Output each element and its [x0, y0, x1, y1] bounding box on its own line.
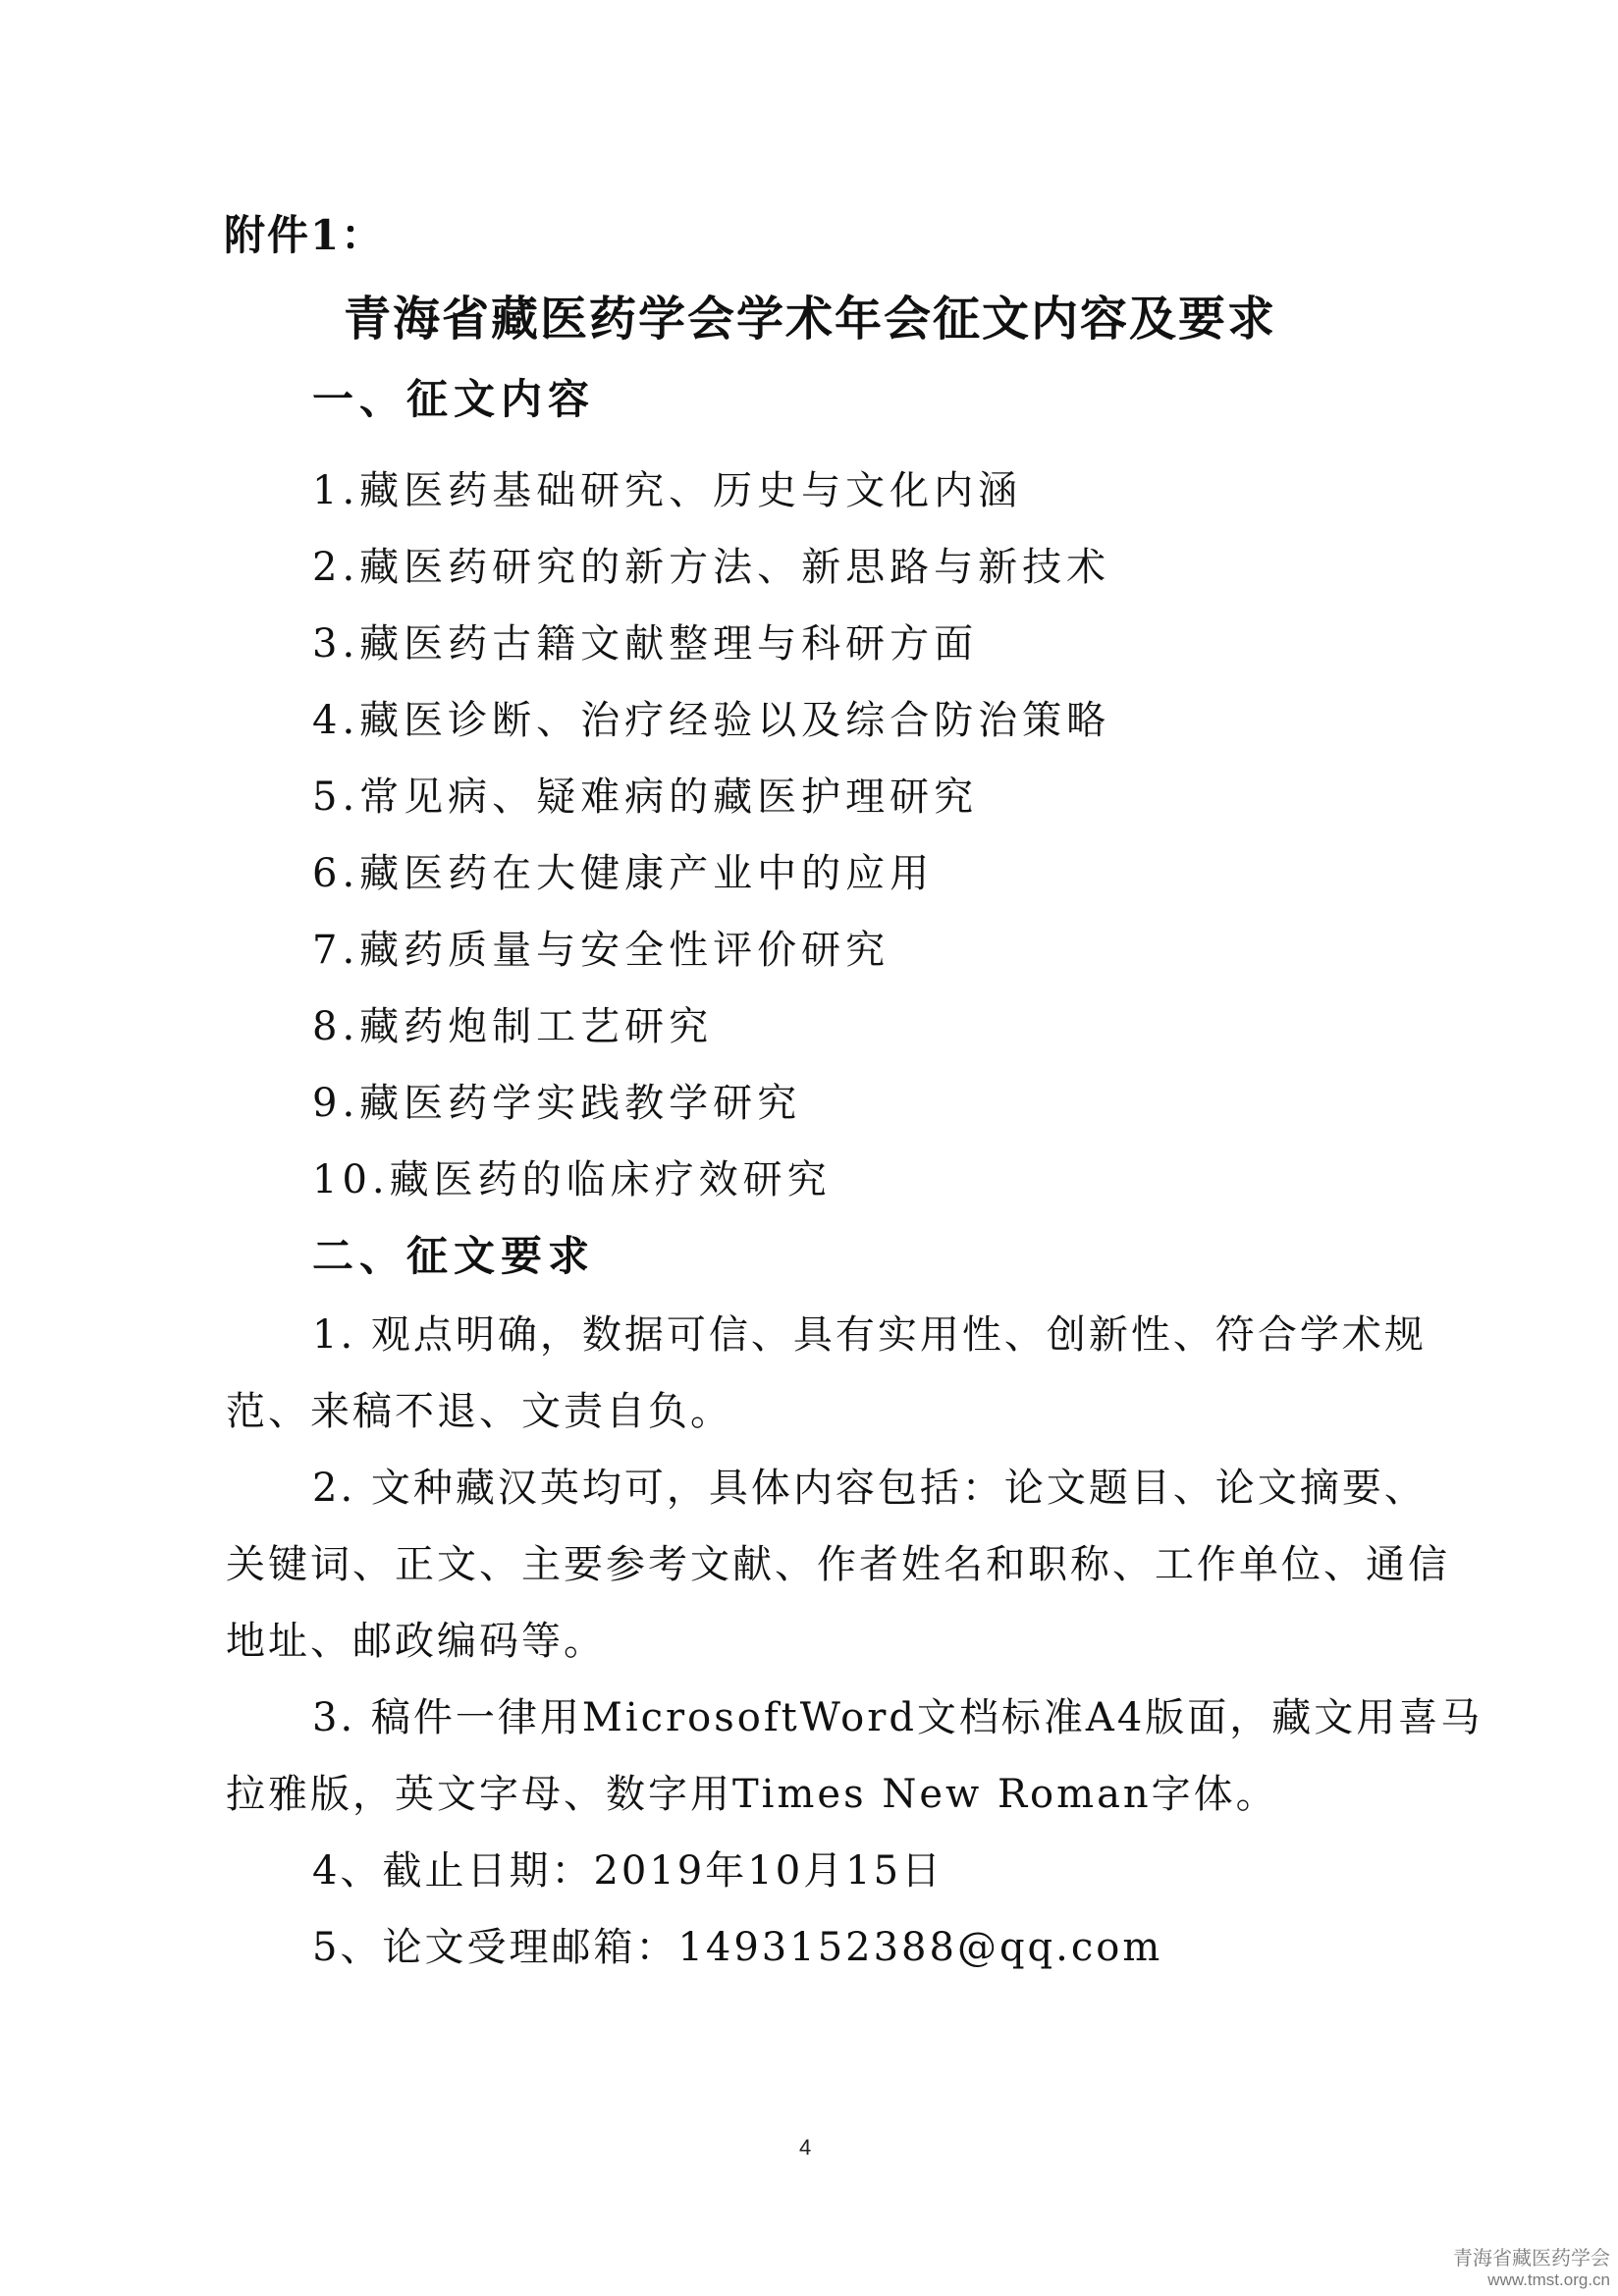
list-item: 3.藏医药古籍文献整理与科研方面	[312, 621, 979, 667]
list-item: 9.藏医药学实践教学研究	[312, 1081, 802, 1126]
page-number: 4	[799, 2135, 812, 2160]
requirement-2-line-2: 关键词、正文、主要参考文献、作者姓名和职称、工作单位、通信	[226, 1542, 1450, 1587]
requirement-3-line-1: 3. 稿件一律用MicrosoftWord文档标准A4版面，藏文用喜马	[312, 1695, 1483, 1740]
requirement-5-email: 5、论文受理邮箱：1493152388@qq.com	[312, 1925, 1163, 1970]
requirement-1-line-1: 1. 观点明确，数据可信、具有实用性、创新性、符合学术规	[312, 1312, 1427, 1358]
list-item: 6.藏医药在大健康产业中的应用	[312, 851, 935, 896]
list-item: 10.藏医药的临床疗效研究	[312, 1157, 832, 1202]
list-item: 2.藏医药研究的新方法、新思路与新技术	[312, 545, 1111, 590]
list-item: 8.藏药炮制工艺研究	[312, 1004, 714, 1049]
list-item: 4.藏医诊断、治疗经验以及综合防治策略	[312, 698, 1111, 743]
watermark-org: 青海省藏医药学会	[1453, 2248, 1610, 2269]
list-item: 7.藏药质量与安全性评价研究	[312, 928, 890, 973]
watermark	[1453, 2247, 1610, 2290]
section-heading-content: 一、征文内容	[312, 375, 596, 423]
requirement-4-deadline: 4、截止日期：2019年10月15日	[312, 1848, 944, 1894]
document-title: 青海省藏医药学会学术年会征文内容及要求	[344, 292, 1277, 347]
watermark-url: www.tmst.org.cn	[1487, 2270, 1610, 2289]
attachment-label: 附件1：	[224, 211, 385, 259]
requirement-2-line-1: 2. 文种藏汉英均可，具体内容包括：论文题目、论文摘要、	[312, 1466, 1427, 1511]
list-item: 5.常见病、疑难病的藏医护理研究	[312, 774, 979, 820]
requirement-1-line-2: 范、来稿不退、文责自负。	[226, 1389, 732, 1434]
list-item: 1.藏医药基础研究、历史与文化内涵	[312, 468, 1023, 513]
requirement-2-line-3: 地址、邮政编码等。	[226, 1619, 606, 1664]
requirement-3-line-2: 拉雅版，英文字母、数字用Times New Roman字体。	[226, 1772, 1278, 1817]
section-heading-requirements: 二、征文要求	[312, 1232, 596, 1280]
